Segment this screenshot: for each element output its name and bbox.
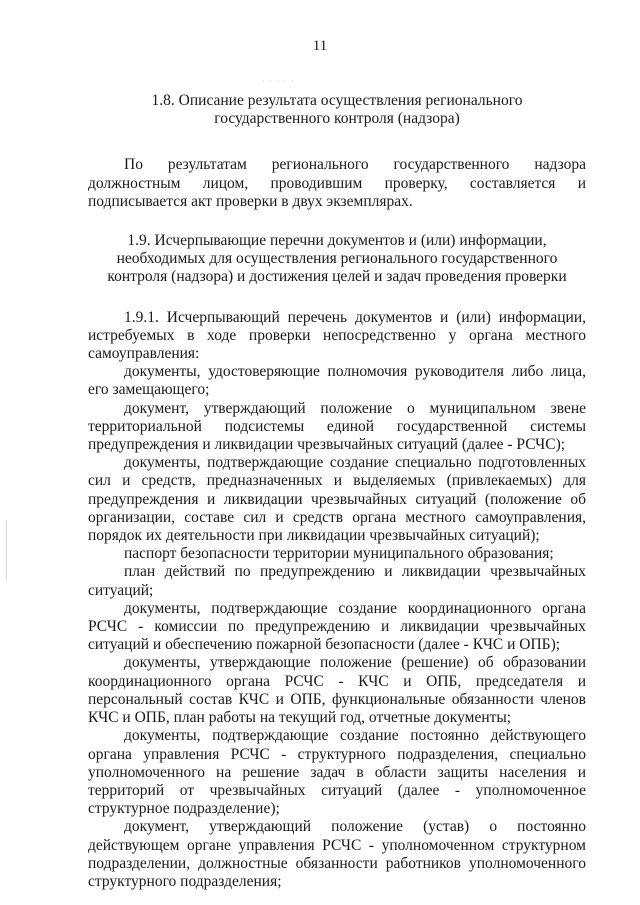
list-item: документы, удостоверяющие полномочия руководителя либо лица, его замещающего; (88, 363, 586, 399)
page-number: 11 (312, 38, 328, 54)
heading-line: необходимых для осуществления регионального государственного (116, 250, 558, 268)
list-item: документ, утверждающий положение о муниципальном звене территориальной подсистемы единой государственной системы предупреждения и ликвидации чрезвычайных ситуаций (далее - РСЧС); (88, 399, 586, 454)
section-1-9-1-intro: 1.9.1. Исчерпывающий перечень документов и (или) информации, истребуемых в ходе проверки непосредственно у органа местного самоуправления: (88, 308, 586, 363)
list-item: документы, подтверждающие создание координационного органа РСЧС - комиссии по предупреждению и ликвидации чрезвычайных ситуаций и обеспечению пожарной безопасности (далее - КЧС и ОПБ); (88, 599, 586, 654)
section-1-8-heading (88, 92, 586, 128)
heading-line: 1.8. Описание результата осуществления регионального (151, 92, 523, 109)
list-item: документы, утверждающие положение (решение) об образовании координационного органа РСЧС - КЧС и ОПБ, председателя и персональный состав КЧС и ОПБ, функциональные обязанности членов КЧС и ОПБ, план работы на текущий год, отчетные документы; (88, 654, 586, 727)
heading-line: 1.9. Исчерпывающие перечни документов и (или) информации, (127, 232, 547, 250)
document-body (88, 92, 586, 891)
scan-edge-mark (6, 520, 7, 580)
list-item: документы, подтверждающие создание постоянно действующего органа управления РСЧС - структурного подразделения, специально уполномоченного на решение задач в области защиты населения и территорий от чрезвычайных ситуаций (далее - уполномоченное структурное подразделение); (88, 727, 586, 818)
section-1-9-heading (88, 232, 586, 287)
heading-line: контроля (надзора) и достижения целей и задач проведения проверки (107, 268, 567, 286)
list-item: документ, утверждающий положение (устав) о постоянно действующем органе управления РСЧС - уполномоченном структурном подразделении, должностные обязанности работников уполномоченного структурного подразделения; (88, 818, 586, 890)
list-item: документы, подтверждающие создание специально подготовленных сил и средств, предназначенных и выделяемых (привлекаемых) для предупреждения и ликвидации чрезвычайных ситуаций (положение об организации, составе сил и средств органа местного самоуправления, порядок их деятельности при ликвидации чрезвычайных ситуаций); (88, 454, 586, 545)
section-1-8-paragraph: По результатам регионального государственного надзора должностным лицом, проводившим проверку, составляется и подписывается акт проверки в двух экземплярах. (88, 156, 586, 210)
faint-scan-mark: · · · · · (262, 76, 295, 86)
heading-line: государственного контроля (надзора) (214, 110, 460, 128)
list-item: план действий по предупреждению и ликвидации чрезвычайных ситуаций; (88, 563, 586, 599)
list-item: паспорт безопасности территории муниципального образования; (124, 545, 554, 563)
